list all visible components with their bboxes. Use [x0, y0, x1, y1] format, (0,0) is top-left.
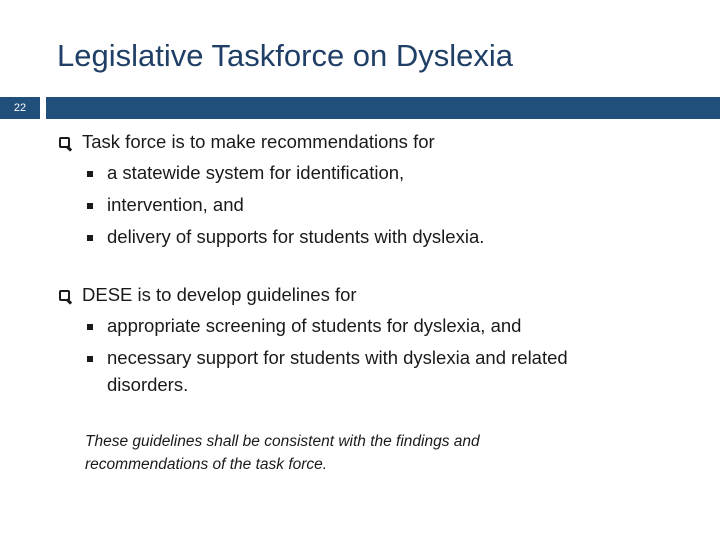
bullet-2-text: DESE is to develop guidelines for: [82, 284, 357, 305]
bullet-1-sub-3: delivery of supports for students with dyslexia.: [107, 226, 485, 247]
slide-title: Legislative Taskforce on Dyslexia: [57, 38, 514, 73]
bullet-2-sub-2: necessary support for students with dyslexia and related: [107, 347, 568, 368]
checkbox-bullet-icon: [59, 290, 70, 301]
bullet-1-sub-1: a statewide system for identification,: [107, 162, 405, 183]
square-bullet-icon: [87, 324, 93, 330]
bullet-2-sub-1: appropriate screening of students for dyslexia, and: [107, 315, 522, 336]
note-text: These guidelines shall be consistent with the findings and recommendations of the task force.: [85, 433, 480, 474]
square-bullet-icon: [87, 203, 93, 209]
bullet-1-text: Task force is to make recommendations for: [82, 131, 435, 152]
slide-number: 22: [0, 97, 40, 119]
checkbox-bullet-icon: [59, 137, 70, 148]
square-bullet-icon: [87, 235, 93, 241]
square-bullet-icon: [87, 356, 93, 362]
square-bullet-icon: [87, 171, 93, 177]
bullet-1-sub-2: intervention, and: [107, 194, 244, 215]
bullet-2-sub-2-continued: disorders.: [107, 374, 189, 395]
